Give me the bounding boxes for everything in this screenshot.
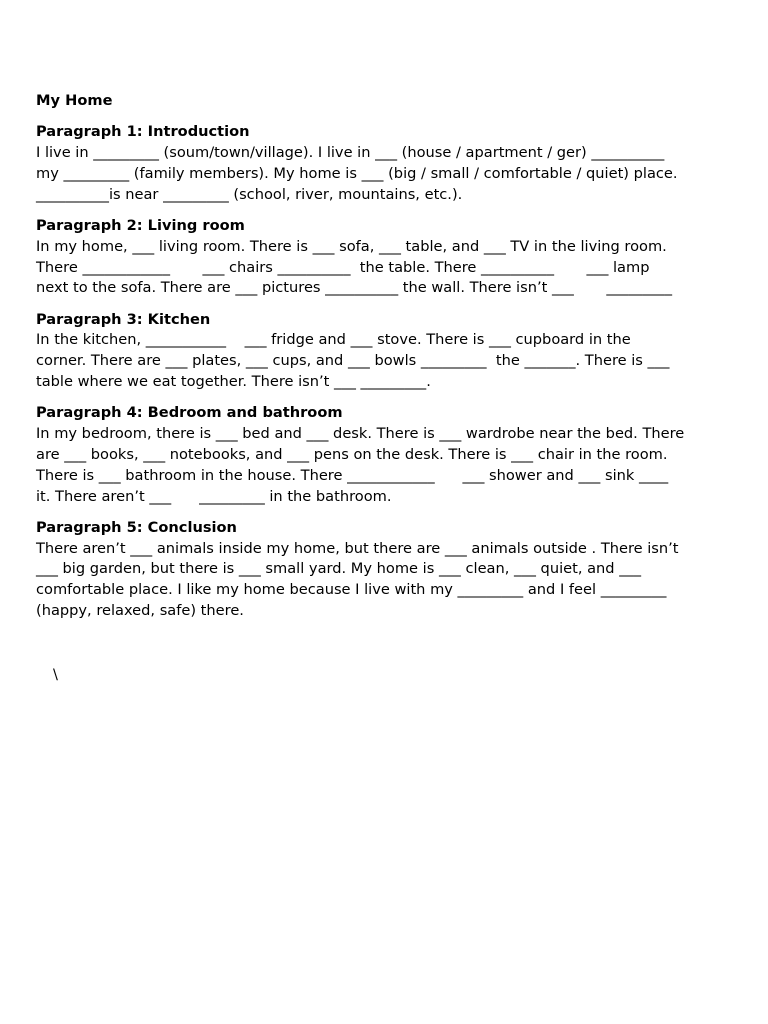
paragraph-line: corner. There are ___ plates, ___ cups, and ___ bowls _________ the _______. There is ___ (36, 352, 670, 370)
paragraph-line: table where we eat together. There isn’t ___ _________. (36, 373, 431, 391)
paragraph-line: my _________ (family members). My home is ___ (big / small / comfortable / quiet) place. (36, 164, 678, 182)
paragraph-line: In the kitchen, ___________ ___ fridge and ___ stove. There is ___ cupboard in the (36, 331, 631, 349)
paragraph-3 (36, 310, 736, 393)
paragraph-heading: Paragraph 5: Conclusion (36, 518, 237, 536)
paragraph-line: it. There aren’t ___ _________ in the bathroom. (36, 487, 392, 505)
paragraph-line: (happy, relaxed, safe) there. (36, 602, 244, 620)
document-body (36, 91, 736, 632)
paragraph-line: There aren’t ___ animals inside my home, but there are ___ animals outside . There isn’t (36, 539, 679, 557)
paragraph-1 (36, 122, 736, 205)
paragraph-4 (36, 403, 736, 507)
paragraph-line: are ___ books, ___ notebooks, and ___ pens on the desk. There is ___ chair in the room. (36, 445, 668, 463)
paragraph-heading: Paragraph 2: Living room (36, 216, 245, 234)
paragraph-line: I live in _________ (soum/town/village). I live in ___ (house / apartment / ger) __________ (36, 144, 665, 162)
paragraph-heading: Paragraph 3: Kitchen (36, 310, 211, 328)
paragraph-line: next to the sofa. There are ___ pictures __________ the wall. There isn’t ___ _________ (36, 279, 673, 297)
paragraph-line: In my bedroom, there is ___ bed and ___ desk. There is ___ wardrobe near the bed. There (36, 425, 685, 443)
paragraph-heading: Paragraph 1: Introduction (36, 123, 250, 141)
paragraph-line: There ____________ ___ chairs __________ the table. There __________ ___ lamp (36, 258, 650, 276)
stray-backslash: \ (53, 666, 58, 683)
paragraph-line: There is ___ bathroom in the house. There ____________ ___ shower and ___ sink ____ (36, 466, 669, 484)
paragraph-2 (36, 216, 736, 299)
paragraph-line: comfortable place. I like my home because I live with my _________ and I feel _________ (36, 581, 667, 599)
paragraph-line: In my home, ___ living room. There is ___ sofa, ___ table, and ___ TV in the living room. (36, 237, 667, 255)
paragraph-line: __________is near _________ (school, river, mountains, etc.). (36, 185, 463, 203)
paragraph-heading: Paragraph 4: Bedroom and bathroom (36, 404, 343, 422)
paragraph-5 (36, 518, 736, 622)
paragraph-line: ___ big garden, but there is ___ small yard. My home is ___ clean, ___ quiet, and ___ (36, 560, 642, 578)
document-title: My Home (36, 92, 113, 109)
